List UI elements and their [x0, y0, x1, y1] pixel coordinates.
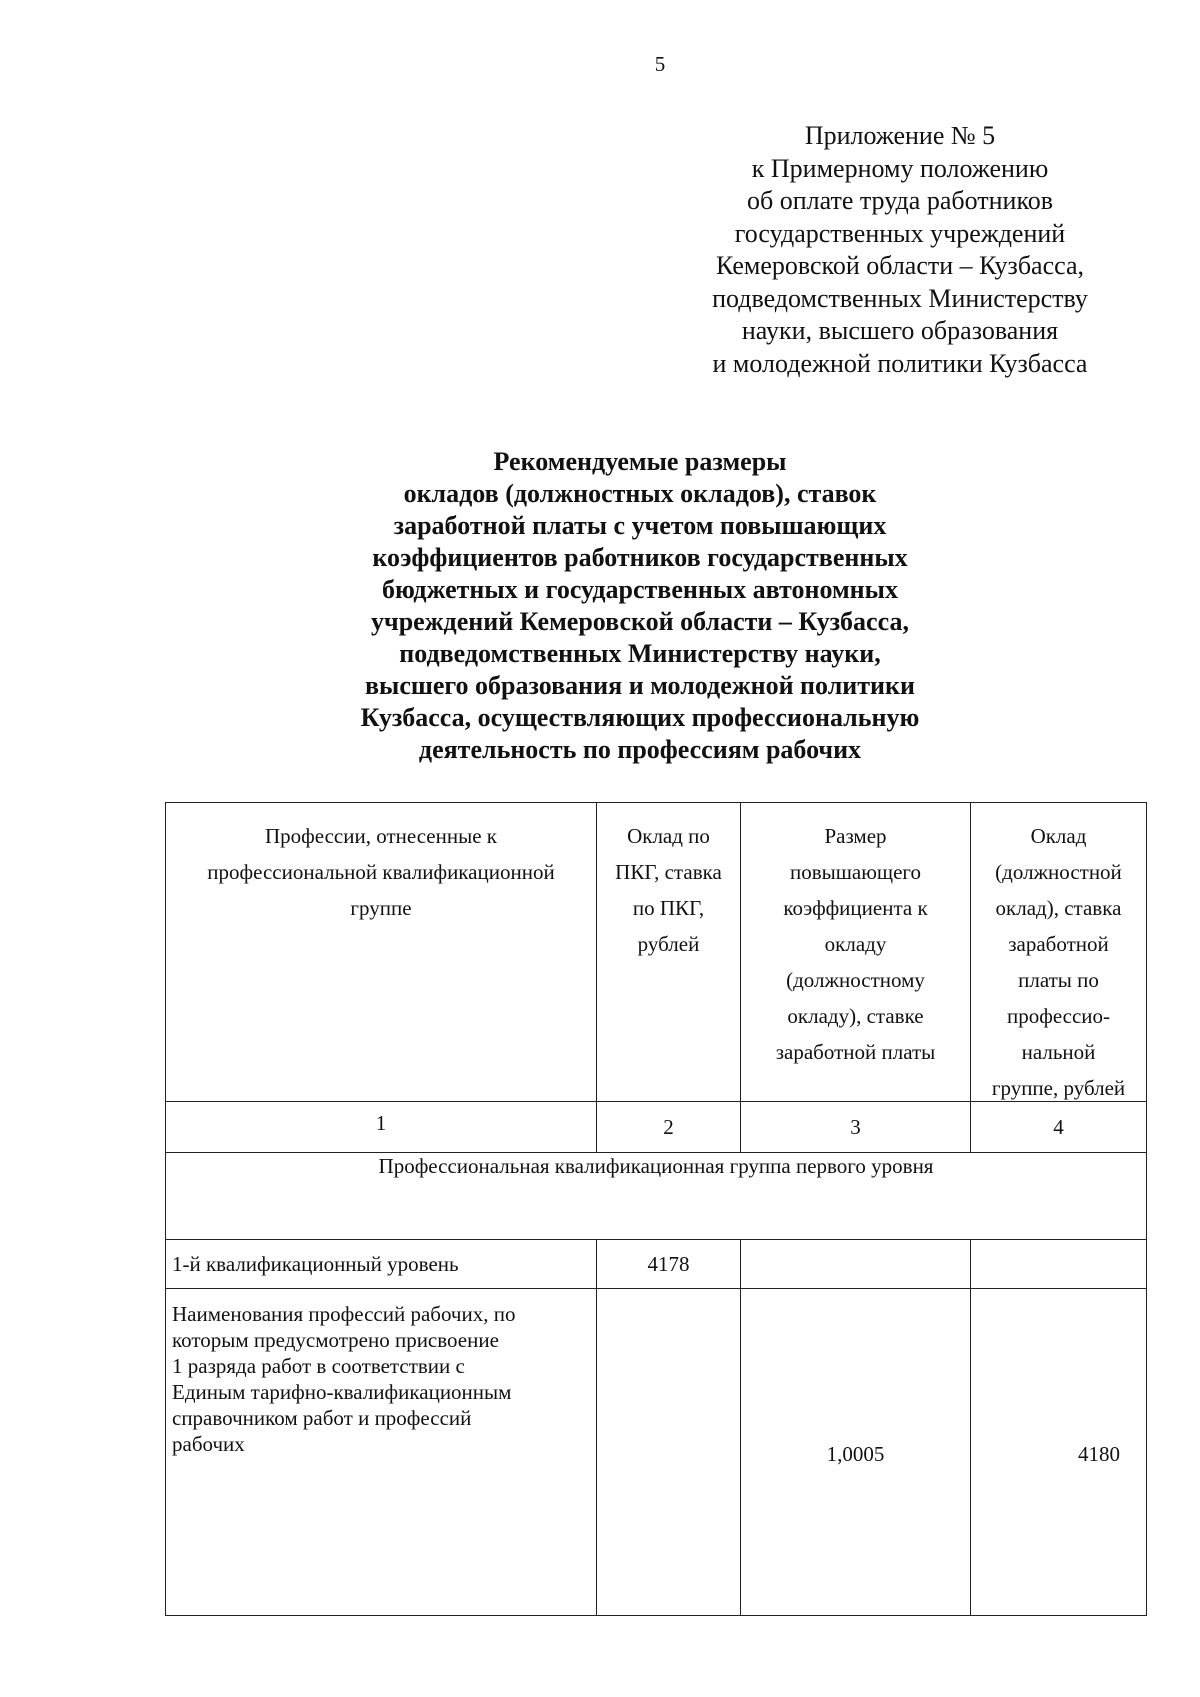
- salary-table: [165, 802, 1147, 1616]
- column-number: 4: [971, 1102, 1147, 1153]
- header-pkg-salary: Оклад по ПКГ, ставка по ПКГ, рублей: [597, 803, 741, 1102]
- appendix-reference: [690, 120, 1110, 380]
- appendix-line: об оплате труда работников: [746, 186, 1054, 215]
- title-line: подведомственных Министерству науки,: [399, 639, 881, 668]
- level-result: [971, 1240, 1147, 1289]
- appendix-line: Кемеровской области – Кузбасса,: [715, 251, 1085, 280]
- title-line: деятельность по профессиям рабочих: [418, 735, 862, 764]
- title-line: Кузбасса, осуществляющих профессиональную: [360, 703, 920, 732]
- group-title: Профессиональная квалификационная группа первого уровня: [166, 1153, 1147, 1240]
- title-line: Рекомендуемые размеры: [493, 447, 787, 476]
- column-number-row: [166, 1102, 1147, 1153]
- header-profession: Профессии, отнесенные к профессиональной квалификационной группе: [166, 803, 597, 1102]
- level-salary: 4178: [597, 1240, 741, 1289]
- column-number: 3: [741, 1102, 971, 1153]
- professions-description: Наименования профессий рабочих, по которым предусмотрено присвоение 1 разряда работ в соответствии с Единым тарифно-квалификационным справочником работ и профессий рабочих: [166, 1289, 597, 1616]
- header-result-salary: Оклад (должностной оклад), ставка заработной платы по профессио- нальной группе, рублей: [971, 803, 1147, 1102]
- professions-result: 4180: [971, 1289, 1147, 1616]
- header-coefficient: Размер повышающего коэффициента к окладу (должностному окладу), ставке заработной платы: [741, 803, 971, 1102]
- title-line: окладов (должностных окладов), ставок: [403, 479, 877, 508]
- appendix-line: государственных учреждений: [734, 218, 1066, 248]
- appendix-line: и молодежной политики Кузбасса: [712, 348, 1088, 378]
- column-number: 1: [166, 1102, 597, 1153]
- title-line: заработной платы с учетом повышающих: [393, 511, 887, 540]
- level-row: [166, 1240, 1147, 1289]
- page-number: 5: [654, 52, 666, 76]
- title-line: коэффициентов работников государственных: [372, 543, 908, 572]
- title-line: бюджетных и государственных автономных: [382, 575, 898, 604]
- appendix-line: к Примерному положению: [751, 153, 1049, 183]
- column-number: 2: [597, 1102, 741, 1153]
- appendix-line: науки, высшего образования: [741, 316, 1059, 345]
- professions-coefficient: 1,0005: [741, 1289, 971, 1616]
- appendix-line: подведомственных Министерству: [712, 283, 1088, 313]
- group-title-row: [166, 1153, 1147, 1240]
- table-header-row: [166, 803, 1147, 1102]
- level-coefficient: [741, 1240, 971, 1289]
- professions-row: [166, 1289, 1147, 1616]
- appendix-line: Приложение № 5: [804, 121, 996, 150]
- professions-salary: [597, 1289, 741, 1616]
- level-name: 1-й квалификационный уровень: [166, 1240, 597, 1289]
- document-title: [260, 446, 1020, 766]
- title-line: учреждений Кемеровской области – Кузбасса,: [371, 607, 909, 636]
- title-line: высшего образования и молодежной политики: [365, 671, 915, 700]
